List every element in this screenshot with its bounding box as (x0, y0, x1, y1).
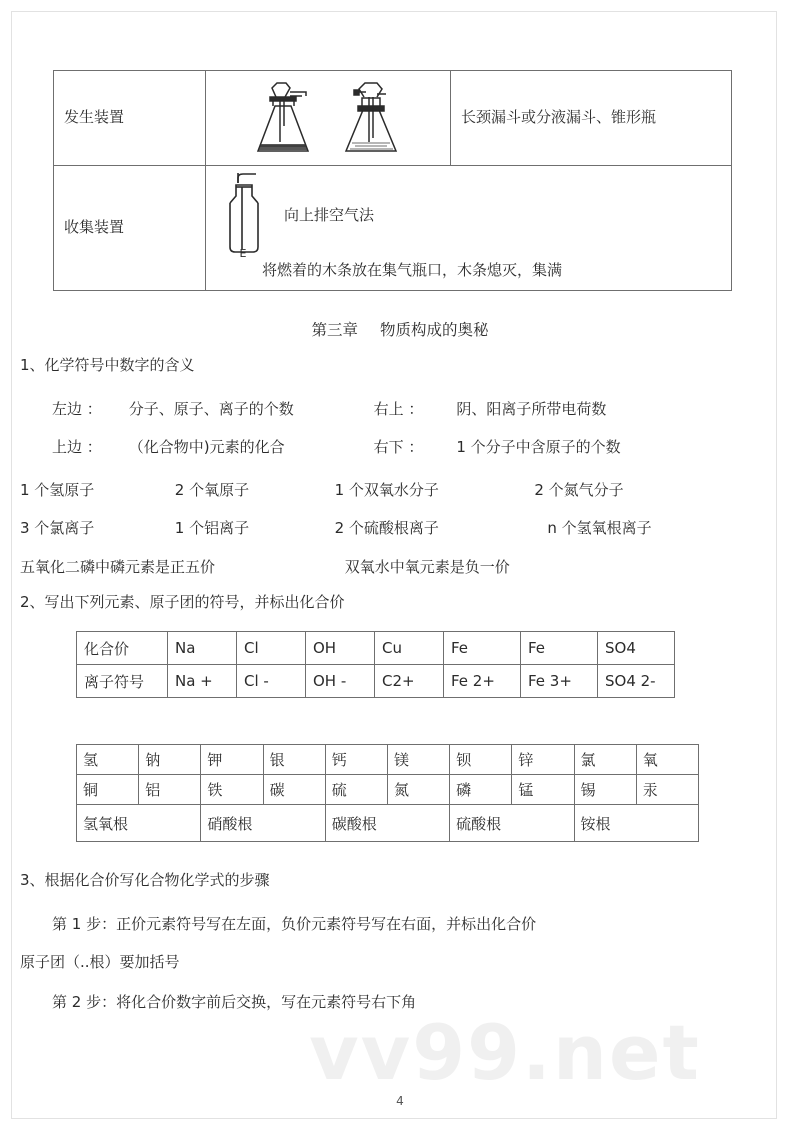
position-left-text-2: （化合物中)元素的化合 (128, 438, 285, 456)
position-left-text-1: 分子、原子、离子的个数 (128, 400, 294, 418)
apparatus-collection-content (206, 166, 732, 291)
table-row (77, 805, 699, 842)
gas-collecting-bottle-figure (216, 173, 270, 257)
valence-cell-2: OH (306, 632, 375, 665)
elements-exercise-table (76, 744, 699, 842)
section3-step2: 第 2 步：将化合价数字前后交换，写在元素符号右下角 (52, 993, 417, 1011)
position-right-label-1: 右上 ： (373, 400, 424, 418)
radical-cell-1: 氢氧根 (77, 805, 201, 842)
position-row-1 (52, 398, 752, 419)
two-conical-flasks-with-funnels-icon (228, 80, 428, 156)
example-2-4: n 个氢氧根离子 (547, 519, 652, 537)
ion-table-row-header-0: 化合价 (77, 632, 168, 665)
valence-cell-1: Cl (237, 632, 306, 665)
example-2-3: 2 个硫酸根离子 (334, 519, 439, 537)
section3-step1-continued: 原子团（..根）要加括号 (20, 953, 180, 971)
section3-heading: 3、根据化合价写化合物化学式的步骤 (20, 871, 270, 889)
table-row (77, 632, 675, 665)
ion-symbol-table (76, 631, 675, 698)
radical-cell-3: 碳酸根 (325, 805, 449, 842)
position-left-label-1: 左边 ： (52, 400, 102, 418)
ion-cell-4: Fe 2+ (444, 665, 521, 698)
collection-method-text: 向上排空气法 (284, 205, 375, 224)
element-cell-r1c8: 锌 (512, 745, 574, 775)
valence-cell-0: Na (168, 632, 237, 665)
element-cell-r1c9: 氯 (574, 745, 636, 775)
element-cell-r2c9: 锡 (574, 775, 636, 805)
chapter-title (0, 318, 800, 340)
section1-heading: 1、化学符号中数字的含义 (20, 356, 195, 374)
example-1-4: 2 个氮气分子 (534, 481, 624, 499)
position-right-text-2: 1 个分子中含原子的个数 (456, 438, 621, 456)
apparatus-generation-label: 发生装置 (54, 71, 206, 166)
element-cell-r2c2: 铝 (139, 775, 201, 805)
gas-collecting-bottle-icon (216, 173, 270, 257)
position-row-2 (52, 436, 752, 457)
radical-cell-5: 铵根 (574, 805, 698, 842)
bottle-caption: E (239, 247, 247, 258)
table-row (77, 665, 675, 698)
element-cell-r2c7: 磷 (450, 775, 512, 805)
examples-row-2 (20, 517, 720, 538)
example-1-2: 2 个氧原子 (174, 481, 250, 499)
ion-cell-6: SO4 2- (598, 665, 675, 698)
element-cell-r1c6: 镁 (387, 745, 449, 775)
example-2-2: 1 个铝离子 (174, 519, 250, 537)
example-2-1: 3 个氯离子 (20, 519, 95, 537)
apparatus-generation-description: 长颈漏斗或分液漏斗、锥形瓶 (451, 71, 732, 166)
element-cell-r1c2: 钠 (139, 745, 201, 775)
table-row (77, 775, 699, 805)
valence-cell-3: Cu (375, 632, 444, 665)
ion-table-row-header-1: 离子符号 (77, 665, 168, 698)
element-cell-r2c3: 铁 (201, 775, 263, 805)
chapter-number: 第三章 (311, 321, 358, 339)
element-cell-r1c7: 钡 (450, 745, 512, 775)
element-cell-r1c1: 氢 (77, 745, 139, 775)
position-right-text-1: 阴、阳离子所带电荷数 (456, 400, 607, 418)
example-1-1: 1 个氢原子 (20, 481, 95, 499)
position-right-label-2: 右下 ： (373, 438, 424, 456)
apparatus-generation-figure (206, 71, 451, 166)
ion-cell-5: Fe 3+ (521, 665, 598, 698)
page-number: 4 (396, 1094, 404, 1108)
position-left-label-2: 上边 ： (52, 438, 102, 456)
radical-cell-2: 硝酸根 (201, 805, 325, 842)
chapter-name: 物质构成的奥秘 (380, 321, 489, 339)
table-row (54, 166, 732, 291)
examples-row-1 (20, 479, 720, 500)
element-cell-r2c5: 硫 (325, 775, 387, 805)
table-row (77, 745, 699, 775)
watermark: vv99.net (309, 1008, 701, 1097)
valence-cell-6: SO4 (598, 632, 675, 665)
element-cell-r1c10: 氧 (636, 745, 698, 775)
collection-test-note: 将燃着的木条放在集气瓶口，木条熄灭，集满 (262, 261, 563, 280)
table-row (54, 71, 732, 166)
section2-heading: 2、写出下列元素、原子团的符号，并标出化合价 (20, 593, 345, 611)
element-cell-r2c8: 锰 (512, 775, 574, 805)
element-cell-r1c3: 钾 (201, 745, 263, 775)
element-cell-r2c1: 铜 (77, 775, 139, 805)
ion-cell-1: Cl - (237, 665, 306, 698)
examples-row-3 (20, 556, 720, 577)
valence-cell-4: Fe (444, 632, 521, 665)
ion-cell-2: OH - (306, 665, 375, 698)
example-3-1: 五氧化二磷中磷元素是正五价 (20, 558, 216, 576)
radical-cell-4: 硫酸根 (450, 805, 574, 842)
apparatus-collection-label: 收集装置 (54, 166, 206, 291)
element-cell-r2c10: 汞 (636, 775, 698, 805)
element-cell-r1c4: 银 (263, 745, 325, 775)
apparatus-table (53, 70, 732, 291)
element-cell-r1c5: 钙 (325, 745, 387, 775)
example-3-2: 双氧水中氧元素是负一价 (344, 558, 510, 576)
example-1-3: 1 个双氧水分子 (334, 481, 439, 499)
valence-cell-5: Fe (521, 632, 598, 665)
section3-step1: 第 1 步：正价元素符号写在左面，负价元素符号写在右面，并标出化合价 (52, 915, 537, 933)
element-cell-r2c6: 氮 (387, 775, 449, 805)
element-cell-r2c4: 碳 (263, 775, 325, 805)
ion-cell-3: C2+ (375, 665, 444, 698)
ion-cell-0: Na + (168, 665, 237, 698)
